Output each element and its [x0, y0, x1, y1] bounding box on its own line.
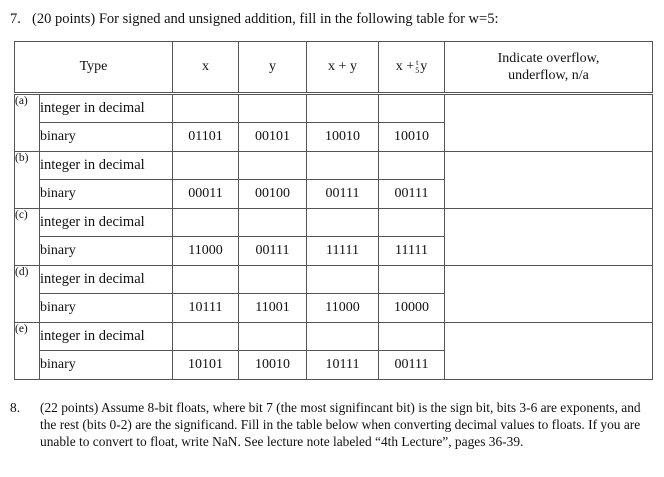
cell-x-decimal[interactable] [173, 94, 239, 123]
tsum-bottom: 5 [415, 65, 420, 75]
cell-x-decimal[interactable] [173, 323, 239, 351]
header-overflow [445, 42, 653, 94]
type-binary: binary [40, 294, 173, 323]
cell-sum-decimal[interactable] [307, 209, 379, 237]
question-7-number: 7. [10, 11, 21, 27]
cell-x-binary: 00011 [173, 180, 239, 209]
cell-tsum-binary: 10010 [379, 123, 445, 152]
cell-y-binary: 00101 [239, 123, 307, 152]
type-binary: binary [40, 180, 173, 209]
cell-sum-decimal[interactable] [307, 266, 379, 294]
cell-x-binary: 10111 [173, 294, 239, 323]
cell-tsum-decimal[interactable] [379, 94, 445, 123]
type-decimal: integer in decimal [40, 152, 173, 180]
cell-overflow[interactable] [445, 209, 653, 266]
cell-y-binary: 00100 [239, 180, 307, 209]
question-8-text: (22 points) Assume 8-bit floats, where bit 7 (the most signifincant bit) is the sign bit, bits 3-6 are exponents, and the rest (bits 0-2) are the significand. Fill in the table below when converting decimal values to floats. If you are unable to convert to float, write NaN. See lecture note labeled “4th Lecture”, pages 36-39. [40, 400, 641, 449]
tsum-operator [415, 59, 419, 75]
header-twos-complement-sum [379, 42, 445, 94]
question-8 [10, 399, 650, 450]
cell-y-binary: 00111 [239, 237, 307, 266]
cell-y-binary: 11001 [239, 294, 307, 323]
row-label: (e) [15, 323, 40, 380]
cell-overflow[interactable] [445, 266, 653, 323]
header-overflow-line2: underflow, n/a [508, 68, 589, 83]
header-row [15, 42, 653, 94]
row-label: (d) [15, 266, 40, 323]
cell-sum-decimal[interactable] [307, 152, 379, 180]
type-binary: binary [40, 237, 173, 266]
cell-sum-binary: 10111 [307, 351, 379, 380]
cell-overflow[interactable] [445, 323, 653, 380]
header-type: Type [15, 42, 173, 94]
row-e-decimal [15, 323, 653, 351]
cell-tsum-decimal[interactable] [379, 266, 445, 294]
question-8-number: 8. [10, 400, 21, 415]
cell-y-decimal[interactable] [239, 323, 307, 351]
type-decimal: integer in decimal [40, 209, 173, 237]
cell-tsum-binary: 00111 [379, 351, 445, 380]
type-binary: binary [40, 351, 173, 380]
question-7 [10, 11, 498, 28]
header-x: x [173, 42, 239, 94]
cell-y-decimal[interactable] [239, 266, 307, 294]
cell-sum-decimal[interactable] [307, 94, 379, 123]
cell-overflow[interactable] [445, 94, 653, 152]
cell-overflow[interactable] [445, 152, 653, 209]
cell-x-decimal[interactable] [173, 152, 239, 180]
cell-y-decimal[interactable] [239, 152, 307, 180]
tsum-top: t [416, 57, 419, 67]
cell-sum-binary: 10010 [307, 123, 379, 152]
addition-table [14, 41, 653, 380]
cell-tsum-decimal[interactable] [379, 323, 445, 351]
row-a-decimal [15, 94, 653, 123]
cell-x-binary: 10101 [173, 351, 239, 380]
row-label: (c) [15, 209, 40, 266]
cell-tsum-binary: 00111 [379, 180, 445, 209]
cell-sum-binary: 11111 [307, 237, 379, 266]
cell-x-binary: 01101 [173, 123, 239, 152]
type-decimal: integer in decimal [40, 266, 173, 294]
type-decimal: integer in decimal [40, 323, 173, 351]
row-label: (b) [15, 152, 40, 209]
type-decimal: integer in decimal [40, 94, 173, 123]
row-b-decimal [15, 152, 653, 180]
cell-sum-binary: 11000 [307, 294, 379, 323]
cell-tsum-binary: 10000 [379, 294, 445, 323]
cell-x-decimal[interactable] [173, 209, 239, 237]
question-7-text: (20 points) For signed and unsigned addition, fill in the following table for w=5: [32, 11, 499, 27]
header-y: y [239, 42, 307, 94]
tsum-prefix: x + [395, 59, 415, 75]
header-overflow-line1: Indicate overflow, [497, 51, 600, 66]
header-sum: x + y [307, 42, 379, 94]
cell-y-binary: 10010 [239, 351, 307, 380]
cell-tsum-decimal[interactable] [379, 209, 445, 237]
cell-sum-binary: 00111 [307, 180, 379, 209]
type-binary: binary [40, 123, 173, 152]
cell-x-binary: 11000 [173, 237, 239, 266]
cell-sum-decimal[interactable] [307, 323, 379, 351]
tsum-suffix: y [420, 59, 428, 75]
cell-y-decimal[interactable] [239, 94, 307, 123]
cell-tsum-binary: 11111 [379, 237, 445, 266]
row-c-decimal [15, 209, 653, 237]
cell-y-decimal[interactable] [239, 209, 307, 237]
cell-x-decimal[interactable] [173, 266, 239, 294]
row-label: (a) [15, 94, 40, 152]
cell-tsum-decimal[interactable] [379, 152, 445, 180]
row-d-decimal [15, 266, 653, 294]
